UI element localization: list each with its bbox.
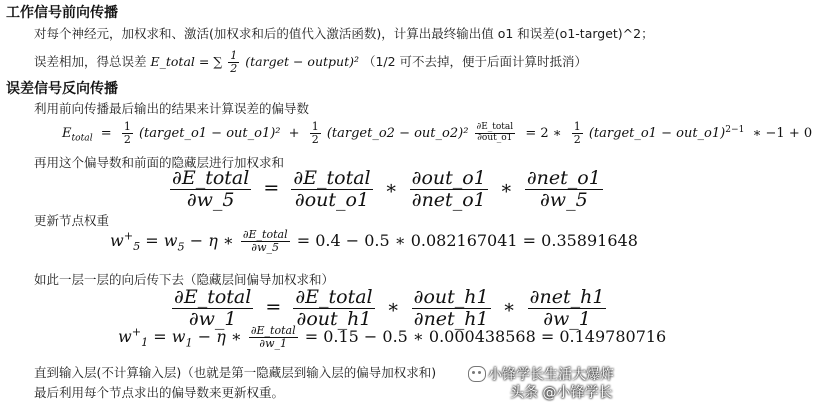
forward-line-2 [34,50,587,75]
etotal-inline-body: (target − output)² [245,54,359,70]
layer-line: 如此一层一层的向后传下去（隐藏层间偏导加权求和） [34,272,335,287]
forward-line-2-prefix: 误差相加，得总误差 [34,54,147,70]
update-w5-equation: $w^+_5 = w_5 - \eta$ ∗ $\frac{\text{∂E\_total}}{\partial w\_5}$ = 0.4 − 0.5 ∗ 0.082167041 = 0.35891648 [110,228,638,255]
chain-w1-equation: $\frac{\text{∂E\_total}}{\partial w\_1}$ = $\frac{\text{∂E\_total}}{\text{∂out\_h1}}$ ∗ $\frac{\text{∂out\_h1}}{\text{∂net\_h1}}$ ∗ $\frac{\text{∂net\_h1}}{\partial w\_1}$ [174,286,605,330]
watermark-line-2: 头条 @小锋学长 [510,385,613,401]
forward-line-1: 对每个神经元，加权求和、激活(加权求和后的值代入激活函数)，计算出最终输出值 o1 和误差(o1-target)^2； [34,26,654,41]
wechat-icon [468,366,486,382]
forward-line-2-suffix: （1/2 可不去掉，便于后面计算时抵消） [362,54,588,70]
etotal-expanded-equation: $E_{total}$ = $\frac{1}{2}$ (target_o1 − out_o1)² + $\frac{1}{2}$ (target_o2 − out_o2)² $\frac{\text{∂E\_total}}{\text{∂out\_o1}}$ = 2 ∗ $\frac{1}{2}$ (target_o1 − out_o1)$^{2-1}$ ∗ −1 + 0 [62,120,813,147]
etotal-inline-lhs: E_total = [150,54,210,70]
input-line: 直到输入层(不计算输入层)（也就是第一隐藏层到输入层的偏导加权求和) [34,365,437,380]
forward-title: 工作信号前向传播 [6,5,118,21]
sum-symbol: ∑ [213,54,223,70]
chain-w5-equation: $\frac{\text{∂E\_total}}{\partial w\_5}$ = $\frac{\text{∂E\_total}}{\text{∂out\_o1}}$ ∗ $\frac{\text{∂out\_o1}}{\text{∂net\_o1}}$ ∗ $\frac{\text{∂net\_o1}}{\partial w\_5}$ [172,167,601,211]
half-fraction: $\frac{1}{2}$ [230,49,238,76]
backward-title: 误差信号反向传播 [6,81,118,97]
backward-line-1: 利用前向传播最后输出的结果来计算误差的偏导数 [34,101,310,116]
backward-line-2: 再用这个偏导数和前面的隐藏层进行加权求和 [34,155,285,170]
final-line: 最后利用每个节点求出的偏导数来更新权重。 [34,385,285,400]
watermark-line-1: 小锋学长生活大爆炸 [488,367,614,383]
etotal-inline-equation [150,49,363,76]
update-title: 更新节点权重 [34,213,110,228]
update-w1-equation: $w^+_1 = w_1 - \eta$ ∗ $\frac{\text{∂E\_total}}{\partial w\_1}$ = 0.15 − 0.5 ∗ 0.000438568 = 0.149780716 [118,324,667,351]
